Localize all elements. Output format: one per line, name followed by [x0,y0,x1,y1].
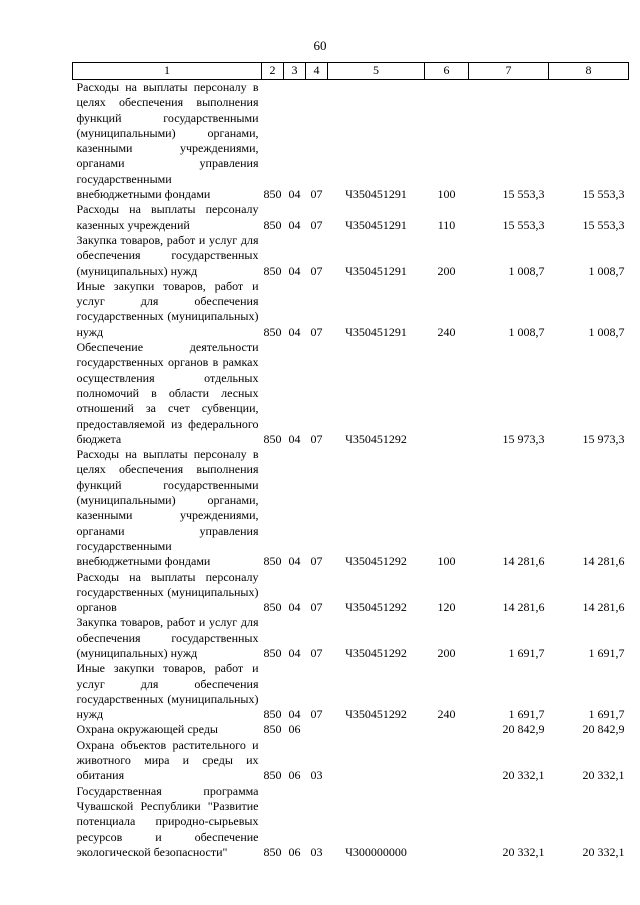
row-name-cell: Обеспечение деятельности государственных органов в рамках осуществления отдельных полномочий в области лесных отношений за счет субвенции, предоставляемой из федерального бюджета [76,340,259,446]
header-cell: 3 [284,63,306,80]
expense-type-cell: 200 [437,263,456,278]
subsection-cell: 07 [310,645,323,660]
target-article-cell: Ч350451292 [345,645,407,660]
subsection-cell: 07 [310,217,323,232]
amount-cell: 15 553,3 [582,187,625,202]
subsection-cell: 07 [310,600,323,615]
budget-table [72,62,629,860]
row-name-cell: Иные закупки товаров, работ и услуг для обеспечения государственных (муниципальных) нужд [76,278,259,339]
amount-cell: 15 553,3 [582,217,625,232]
expense-type-cell: 200 [437,645,456,660]
amount-cell: 1 008,7 [508,324,545,339]
target-article-cell: Ч300000000 [345,844,407,859]
section-cell: 04 [288,645,301,660]
row-name-cell: Государственная программа Чувашской Республики "Развитие потенциала природно-сырьевых ресурсов и обеспечение экологической безопасности" [76,783,259,859]
amount-cell: 14 281,6 [502,600,545,615]
amount-cell: 1 691,7 [588,707,625,722]
row-name-cell: Закупка товаров, работ и услуг для обеспечения государственных (муниципальных) нужд [76,615,259,660]
amount-cell: 20 842,9 [502,722,545,737]
amount-cell: 15 553,3 [502,217,545,232]
amount-cell: 20 332,1 [502,768,545,783]
header-cell: 4 [306,63,328,80]
header-cell: 8 [549,63,629,80]
target-article-cell: Ч350451291 [345,263,407,278]
code-cell: 850 [263,722,282,737]
code-cell: 850 [263,554,282,569]
amount-cell: 1 691,7 [588,645,625,660]
section-cell: 04 [288,431,301,446]
target-article-cell: Ч350451292 [345,707,407,722]
subsection-cell: 07 [310,431,323,446]
header-cell: 1 [73,63,262,80]
subsection-cell: 07 [310,187,323,202]
expense-type-cell: 100 [437,554,456,569]
amount-cell: 20 332,1 [582,768,625,783]
code-cell: 850 [263,600,282,615]
target-article-cell [328,738,425,784]
code-cell: 850 [263,431,282,446]
code-cell: 850 [263,187,282,202]
table-row [73,615,629,661]
table-row [73,784,629,860]
expense-type-cell: 110 [437,217,456,232]
expense-type-cell [425,784,469,860]
section-cell: 04 [288,187,301,202]
table-row [73,279,629,340]
row-name-cell: Расходы на выплаты персоналу казенных учреждений [76,202,259,232]
expense-type-cell [425,722,469,737]
section-cell: 04 [288,707,301,722]
table-row [73,340,629,447]
expense-type-cell: 240 [437,707,456,722]
row-name-cell: Закупка товаров, работ и услуг для обеспечения государственных (муниципальных) нужд [76,232,259,278]
section-cell: 06 [288,844,301,859]
section-cell: 04 [288,554,301,569]
amount-cell: 15 973,3 [502,431,545,446]
amount-cell: 20 332,1 [502,844,545,859]
amount-cell: 1 008,7 [588,324,625,339]
table-row [73,570,629,616]
section-cell: 06 [288,768,301,783]
amount-cell: 20 332,1 [582,844,625,859]
row-name-cell: Охрана объектов растительного и животного мира и среды их обитания [76,737,259,783]
row-name-cell: Охрана окружающей среды [76,722,218,737]
code-cell: 850 [263,263,282,278]
amount-cell: 1 008,7 [508,263,545,278]
expense-type-cell [425,340,469,447]
row-name-cell: Расходы на выплаты персоналу государственных (муниципальных) органов [76,569,259,615]
subsection-cell: 03 [310,844,323,859]
code-cell: 850 [263,324,282,339]
expense-type-cell: 240 [437,324,456,339]
header-cell: 7 [469,63,549,80]
subsection-cell: 07 [310,554,323,569]
amount-cell: 14 281,6 [582,554,625,569]
table-row [73,661,629,722]
page-number: 60 [313,38,327,53]
amount-cell: 1 691,7 [508,645,545,660]
target-article-cell: Ч350451292 [345,554,407,569]
section-cell: 04 [288,324,301,339]
table-row [73,80,629,203]
code-cell: 850 [263,707,282,722]
section-cell: 04 [288,217,301,232]
row-name-cell: Иные закупки товаров, работ и услуг для обеспечения государственных (муниципальных) нужд [76,661,259,722]
target-article-cell: Ч350451292 [345,600,407,615]
header-cell: 6 [425,63,469,80]
code-cell: 850 [263,768,282,783]
section-cell: 04 [288,600,301,615]
amount-cell: 1 691,7 [508,707,545,722]
table-row [73,722,629,737]
subsection-cell: 07 [310,263,323,278]
code-cell: 850 [263,844,282,859]
target-article-cell [328,722,425,737]
expense-type-cell: 120 [437,600,456,615]
amount-cell: 14 281,6 [582,600,625,615]
table-row [73,202,629,233]
header-cell: 2 [262,63,284,80]
expense-type-cell: 100 [437,187,456,202]
subsection-cell: 07 [310,707,323,722]
table-row [73,447,629,569]
target-article-cell: Ч350451292 [345,431,407,446]
target-article-cell: Ч350451291 [345,217,407,232]
header-cell: 5 [328,63,425,80]
code-cell: 850 [263,645,282,660]
amount-cell: 14 281,6 [502,554,545,569]
amount-cell: 15 553,3 [502,187,545,202]
table-body [73,80,629,861]
row-name-cell: Расходы на выплаты персоналу в целях обеспечения выполнения функций государственными (муниципальными) органами, казенными учреждениями, органами управления государственными внебюджетными фондами [76,447,259,569]
target-article-cell: Ч350451291 [345,324,407,339]
subsection-cell [306,722,328,737]
subsection-cell: 07 [310,324,323,339]
subsection-cell: 03 [310,768,323,783]
amount-cell: 20 842,9 [582,722,625,737]
table-row [73,738,629,784]
amount-cell: 1 008,7 [588,263,625,278]
target-article-cell: Ч350451291 [345,187,407,202]
code-cell: 850 [263,217,282,232]
section-cell: 06 [288,722,301,737]
row-name-cell: Расходы на выплаты персоналу в целях обеспечения выполнения функций государственными (муниципальными) органами, казенными учреждениями, органами управления государственными внебюджетными фондами [76,80,259,202]
table-row [73,233,629,279]
amount-cell: 15 973,3 [582,431,625,446]
header-row [73,63,629,80]
expense-type-cell [425,738,469,784]
section-cell: 04 [288,263,301,278]
